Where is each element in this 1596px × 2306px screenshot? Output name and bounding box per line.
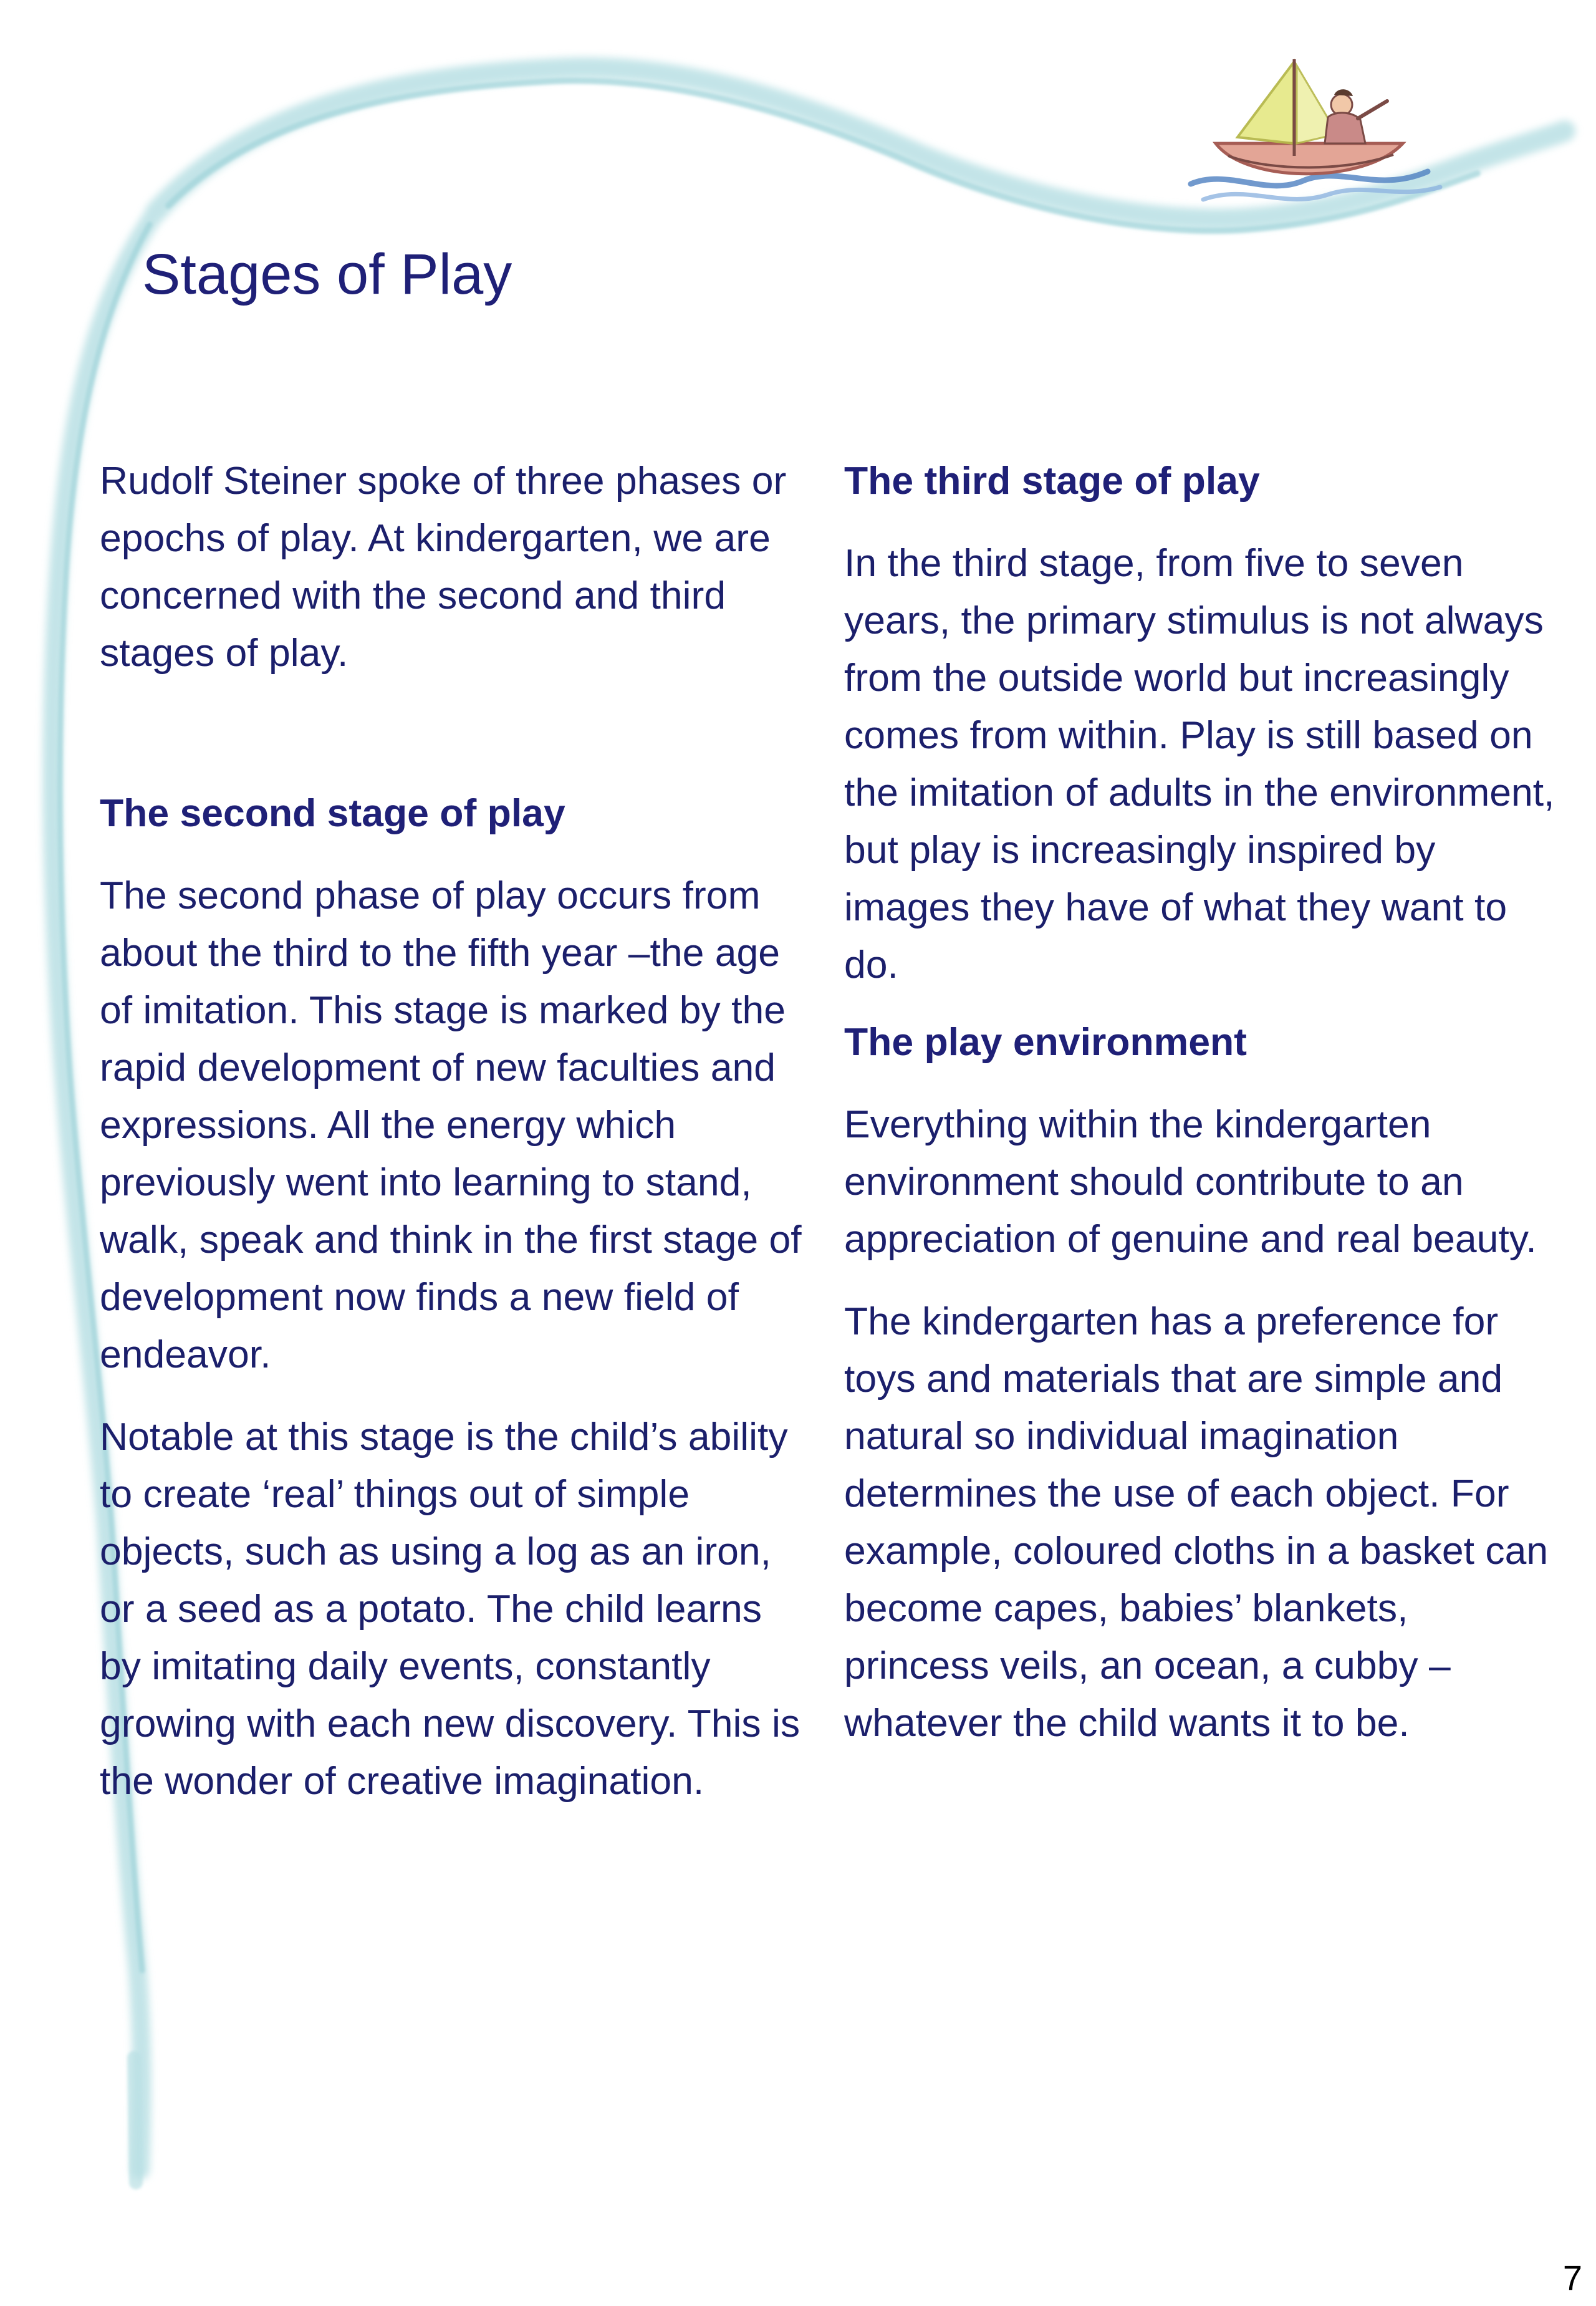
right-column bbox=[844, 452, 1555, 1777]
left-column bbox=[100, 452, 810, 1835]
page-title: Stages of Play bbox=[142, 243, 512, 306]
second-stage-paragraph-1: The second phase of play occurs from about the third to the fifth year –the age of imitation. This stage is marked by the rapid development of new faculties and expressions. All the energy which previously went into learning to stand, walk, speak and think in the first stage of development now finds a new field of endeavor. bbox=[100, 874, 802, 1376]
play-environment-heading: The play environment bbox=[844, 1020, 1247, 1064]
second-stage-heading: The second stage of play bbox=[100, 791, 565, 835]
third-stage-paragraph: In the third stage, from five to seven years, the primary stimulus is not always from the outside world but increasingly comes from within. Play is still based on the imitation of adults in the environment, but play is increasingly inspired by images they have of what they want to do. bbox=[844, 541, 1555, 987]
page-number: 7 bbox=[1562, 2258, 1582, 2297]
play-environment-paragraph-1: Everything within the kindergarten environment should contribute to an appreciation of genuine and real beauty. bbox=[844, 1102, 1537, 1261]
second-stage-paragraph-2: Notable at this stage is the child’s ability to create ‘real’ things out of simple objects, such as using a log as an iron, or a seed as a potato. The child learns by imitating daily events, constantly growing with each new discovery. This is the wonder of creative imagination. bbox=[100, 1415, 800, 1803]
child-in-sailboat-illustration bbox=[1178, 50, 1459, 212]
third-stage-heading: The third stage of play bbox=[844, 459, 1260, 503]
intro-paragraph: Rudolf Steiner spoke of three phases or epochs of play. At kindergarten, we are concerned with the second and third stages of play. bbox=[100, 459, 787, 675]
play-environment-paragraph-2: The kindergarten has a preference for toys and materials that are simple and natural so individual imagination determines the use of each object. For example, coloured cloths in a basket can become capes, babies’ blankets, princess veils, an ocean, a cubby – whatever the child wants it to be. bbox=[844, 1300, 1549, 1745]
